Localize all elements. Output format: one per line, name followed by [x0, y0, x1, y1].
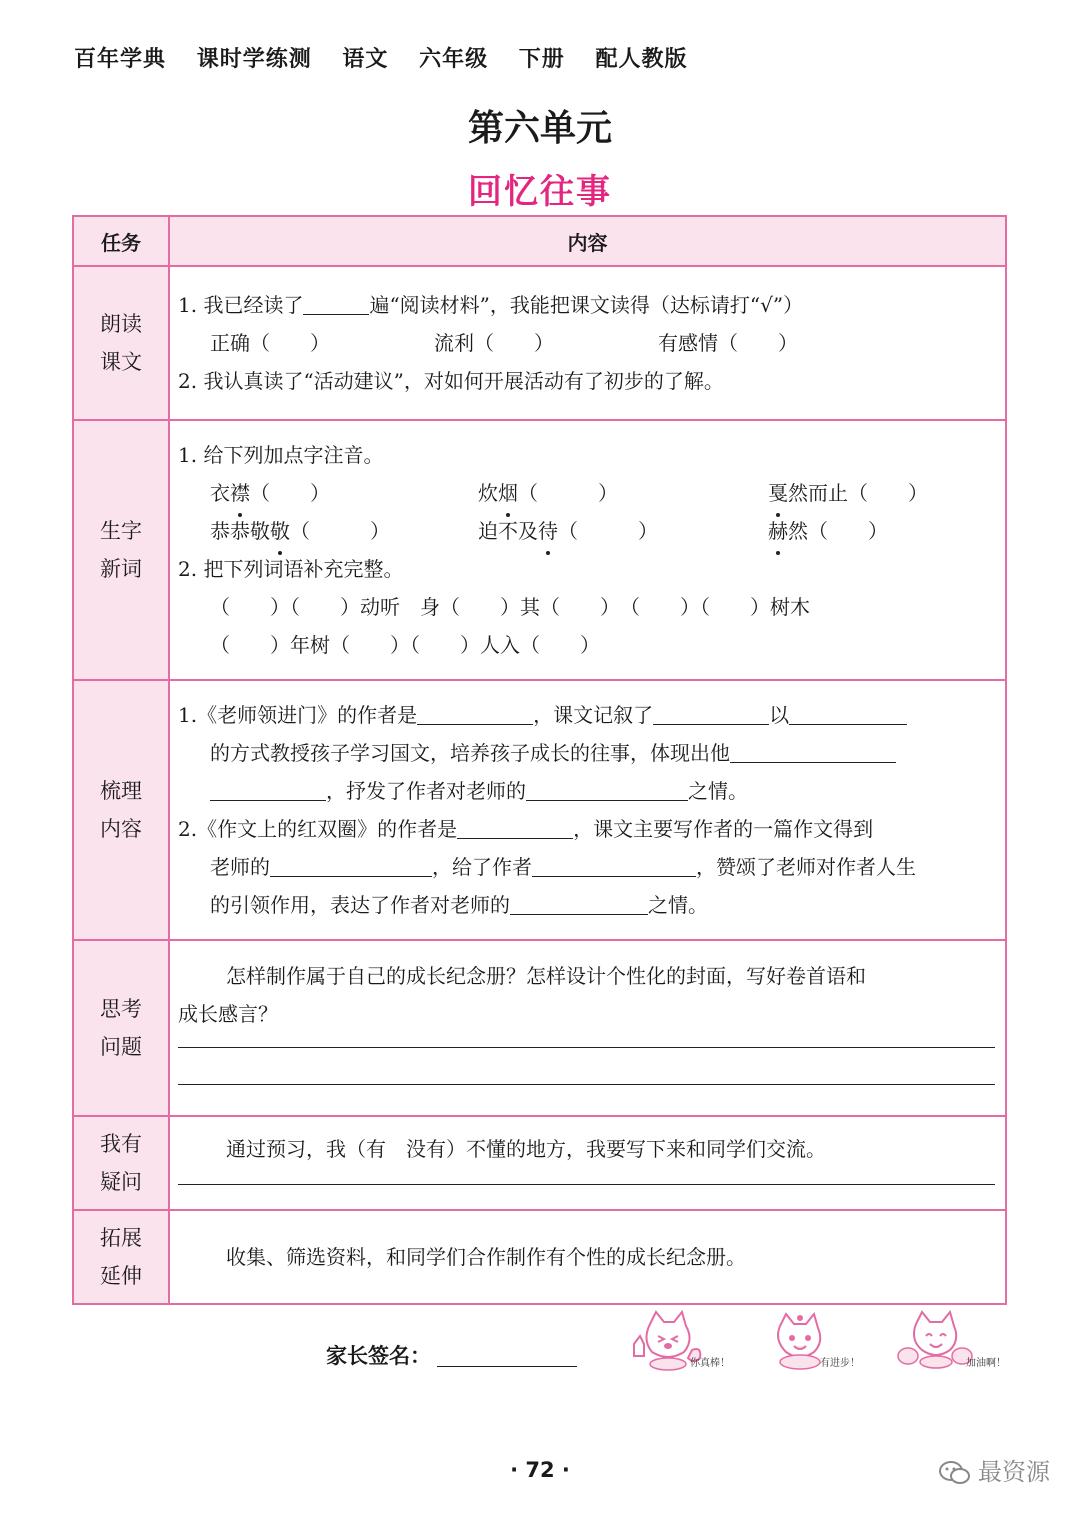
task-label: 疑问: [100, 1170, 142, 1194]
option-correct[interactable]: 正确（ ）: [210, 331, 330, 355]
fill-line: （ ）年树（ ）（ ）人入（ ）: [210, 633, 600, 657]
task-cell: [73, 680, 169, 940]
task-cell: [73, 420, 169, 680]
cat-icon: [628, 1310, 748, 1374]
option-fluent[interactable]: 流利（ ）: [434, 331, 554, 355]
header-item: 百年学典: [74, 47, 167, 72]
content-cell: [169, 266, 1006, 420]
header-content: 内容: [169, 216, 1006, 266]
task-table: [72, 215, 1007, 1305]
task-label: 我有: [100, 1132, 142, 1156]
question-line: 1.《老师领进门》的作者是 ，课文记叙了 以: [178, 696, 995, 734]
header-item: 课时学练测: [196, 47, 312, 72]
parent-signature: [326, 1340, 577, 1370]
word-item: 戛然而止（ ）: [768, 474, 928, 512]
task-label: 拓展: [100, 1226, 142, 1250]
question-text: 成长感言？: [178, 1002, 278, 1026]
task-cell: [73, 1210, 169, 1304]
answer-blank[interactable]: [730, 738, 896, 763]
question-line: 老师的 ，给了作者 ，赞颂了老师对作者人生: [178, 848, 995, 886]
wechat-icon: [938, 1460, 972, 1486]
question-line: 2.《作文上的红双圈》的作者是 ，课文主要写作者的一篇作文得到: [178, 810, 995, 848]
question-text: 遍“阅读材料”，我能把课文读得（达标请打“√”）: [369, 293, 804, 317]
writing-line[interactable]: [178, 1033, 995, 1048]
question-text: 1. 我已经读了: [178, 293, 304, 317]
unit-title: 第六单元: [467, 108, 612, 149]
word-item: 恭恭敬敬（ ）: [210, 512, 478, 550]
answer-blank[interactable]: [210, 776, 326, 801]
fill-line: （ ）（ ）动听 身（ ）其（ ） （ ）（ ）树木: [210, 595, 810, 619]
task-label: 朗读: [100, 312, 142, 336]
word-item: 赫然（ ）: [768, 512, 888, 550]
sticker-label: 有进步！: [820, 1358, 860, 1369]
question-text: 2. 把下列词语补充完整。: [178, 557, 404, 581]
answer-blank[interactable]: [457, 814, 573, 839]
content-cell: [169, 940, 1006, 1116]
answer-blank[interactable]: [526, 776, 688, 801]
table-row-questions: [73, 1116, 1006, 1210]
sticker-cheer: [896, 1310, 1016, 1374]
table-header-row: [73, 216, 1006, 266]
content-cell: [169, 1210, 1006, 1304]
sticker-label: 你真棒！: [690, 1358, 730, 1369]
question-text: 2. 我认真读了“活动建议”，对如何开展活动有了初步的了解。: [178, 369, 724, 393]
table-row-extension: [73, 1210, 1006, 1304]
task-label: 生字: [100, 519, 142, 543]
table-row-words: [73, 420, 1006, 680]
option-expressive[interactable]: 有感情（ ）: [658, 331, 798, 355]
task-label: 延伸: [100, 1264, 142, 1288]
word-item: 衣襟（ ）: [210, 474, 478, 512]
task-cell: [73, 1116, 169, 1210]
answer-blank[interactable]: [417, 700, 533, 725]
question-text: 1. 给下列加点字注音。: [178, 443, 384, 467]
signature-label: 家长签名：: [326, 1344, 431, 1368]
table-row-sorting: [73, 680, 1006, 940]
table-row-reading: [73, 266, 1006, 420]
answer-blank[interactable]: [270, 852, 432, 877]
header-task: 任务: [73, 216, 169, 266]
content-cell: [169, 680, 1006, 940]
writing-line[interactable]: [178, 1168, 995, 1185]
word-row: [178, 474, 995, 512]
header-item: 六年级: [419, 47, 489, 72]
sticker-great: [628, 1310, 748, 1374]
content-cell: [169, 1116, 1006, 1210]
task-cell: [73, 940, 169, 1116]
watermark: [938, 1452, 1050, 1487]
question-line: ，抒发了作者对老师的 之情。: [178, 772, 995, 810]
table-row-thinking: [73, 940, 1006, 1116]
book-header: [74, 42, 709, 73]
unit-subtitle: 回忆往事: [468, 172, 612, 212]
answer-blank[interactable]: [653, 700, 769, 725]
page-number: · 72 ·: [510, 1458, 570, 1482]
task-label: 思考: [100, 997, 142, 1021]
task-label: 内容: [100, 817, 142, 841]
writing-line[interactable]: [178, 1048, 995, 1085]
word-item: 炊烟（ ）: [478, 474, 768, 512]
sticker-label: 加油啊！: [966, 1358, 1006, 1369]
question-line: [178, 286, 995, 324]
question-line: 的方式教授孩子学习国文，培养孩子成长的往事，体现出他: [178, 734, 995, 772]
watermark-text: 最资源: [978, 1458, 1050, 1486]
encouragement-stickers: [628, 1310, 1018, 1380]
content-cell: [169, 420, 1006, 680]
task-label: 新词: [100, 557, 142, 581]
task-label: 课文: [100, 350, 142, 374]
sticker-progress: [762, 1310, 882, 1374]
header-item: 下册: [518, 47, 565, 72]
header-item: 语文: [342, 47, 389, 72]
answer-blank[interactable]: [510, 890, 648, 915]
answer-blank[interactable]: [303, 290, 369, 315]
header-item: 配人教版: [595, 47, 688, 72]
answer-blank[interactable]: [789, 700, 907, 725]
question-text: 收集、筛选资料，和同学们合作制作有个性的成长纪念册。: [226, 1245, 746, 1269]
task-label: 问题: [100, 1035, 142, 1059]
task-cell: [73, 266, 169, 420]
options-line: [178, 324, 995, 362]
signature-field[interactable]: [437, 1344, 577, 1367]
answer-blank[interactable]: [532, 852, 696, 877]
word-item: 迫不及待（ ）: [478, 512, 768, 550]
question-line: 的引领作用，表达了作者对老师的 之情。: [178, 886, 995, 924]
word-row: [178, 512, 995, 550]
question-text: 怎样制作属于自己的成长纪念册？怎样设计个性化的封面，写好卷首语和: [226, 964, 866, 988]
task-label: 梳理: [100, 779, 142, 803]
question-text: 通过预习，我（有 没有）不懂的地方，我要写下来和同学们交流。: [226, 1136, 826, 1161]
